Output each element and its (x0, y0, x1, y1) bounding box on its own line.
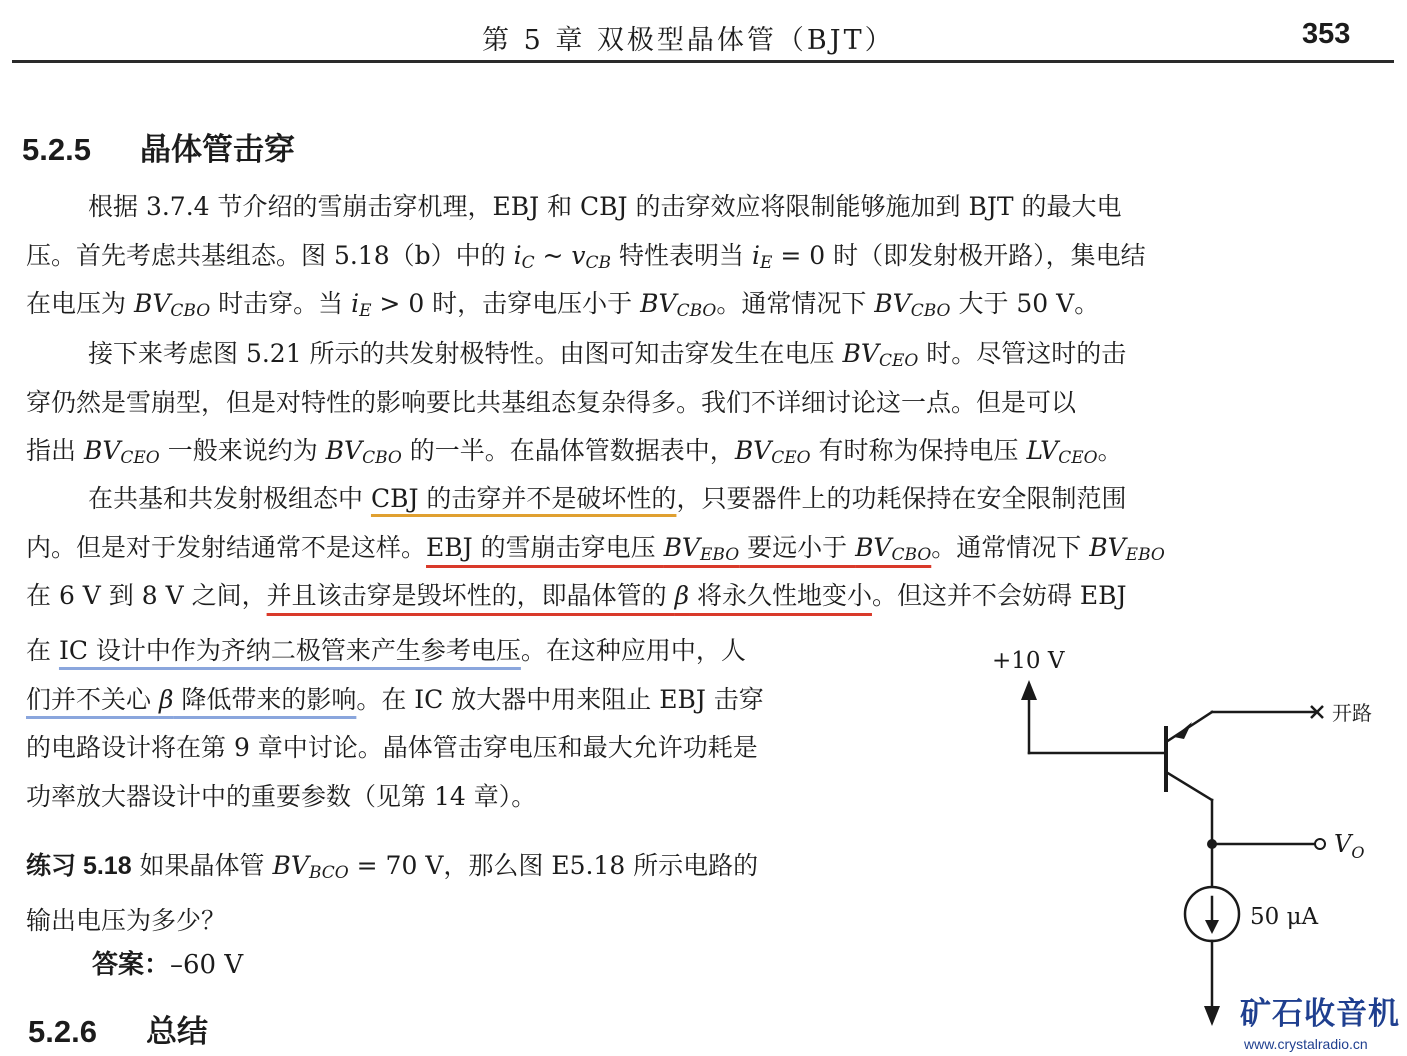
paragraph-3 (26, 475, 1390, 621)
output-terminal (1315, 839, 1325, 849)
answer-label: 答案： (92, 950, 171, 980)
section-title: 晶体管击穿 (140, 132, 295, 168)
paragraph-line: 在共基和共发射极组态中 CBJ 的击穿并不是破坏性的，只要器件上的功耗保持在安全限制范围 (88, 484, 1127, 513)
section-number: 5.2.5 (22, 132, 91, 167)
paragraph-line: 在 IC 设计中作为齐纳二极管来产生参考电压。在这种应用中，人 (26, 636, 746, 665)
highlight-blue: 们并不关心 β 降低带来的影响 (26, 684, 357, 714)
watermark-logo: 矿石收音机 (1240, 996, 1400, 1032)
page-number: 353 (1302, 18, 1351, 50)
paragraph-line: 的电路设计将在第 9 章中讨论。晶体管击穿电压和最大允许功耗是 (26, 733, 758, 762)
paragraph-3-continued (26, 627, 946, 821)
current-label: 50 μA (1250, 904, 1319, 930)
supply-arrow (1021, 680, 1037, 700)
open-label: 开路 (1332, 701, 1372, 725)
junction-dot (1207, 839, 1217, 849)
highlight-orange: CBJ 的击穿并不是破坏性的 (370, 484, 677, 513)
exercise-line: 练习 5.18 如果晶体管 $BV_{BCO} = 70$ V，那么图 E5.18 所示电路的 (26, 851, 759, 883)
exercise-label: 练习 5.18 (26, 852, 132, 880)
section-title: 总结 (146, 1014, 208, 1050)
section-number: 5.2.6 (28, 1014, 97, 1049)
exercise-answer (92, 944, 243, 981)
exercise-5-18 (26, 842, 956, 945)
supply-label: +10 V (992, 648, 1065, 674)
paragraph-line: 在电压为 $BV_{CBO}$ 时击穿。当 $i_E > 0$ 时，击穿电压小于 $BV_{CBO}$。通常情况下 $BV_{CBO}$ 大于 50 V。 (26, 289, 1100, 321)
paragraph-line: 内。但是对于发射结通常不是这样。EBJ 的雪崩击穿电压 $BV_{EBO}$ 要远小于 $BV_{CBO}$。通常情况下 $BV_{EBO}$ (26, 532, 1165, 565)
section-heading-526 (28, 1006, 208, 1051)
paragraph-line: 功率放大器设计中的重要参数（见第 14 章）。 (26, 781, 537, 811)
paragraph-line: 在 6 V 到 8 V 之间，并且该击穿是毁坏性的，即晶体管的 β 将永久性地变小。但这并不会妨碍 EBJ (26, 581, 1127, 610)
header-rule (12, 60, 1394, 63)
paragraph-1 (26, 183, 1390, 329)
section-heading-525 (22, 124, 295, 169)
paragraph-line: 压。首先考虑共基组态。图 5.18（b）中的 $i_C$ ~ $v_{CB}$ 特性表明当 $i_E = 0$ 时（即发射极开路），集电结 (26, 240, 1146, 273)
bottom-arrow (1204, 1006, 1220, 1026)
paragraph-line: 接下来考虑图 5.21 所示的共发射极特性。由图可知击穿发生在电压 $BV_{CEO}$ 时。尽管这时的击 (88, 339, 1127, 371)
current-arrowhead (1205, 920, 1219, 934)
highlight-red: 并且该击穿是毁坏性的，即晶体管的 β 将永久性地变小 (266, 581, 872, 610)
highlight-blue: IC 设计中作为齐纳二极管来产生参考电压 (58, 636, 521, 665)
paragraph-line: 指出 $BV_{CEO}$ 一般来说约为 $BV_{CBO}$ 的一半。在晶体管数据表中，$BV_{CEO}$ 有时称为保持电压 $LV_{CEO}$。 (26, 436, 1123, 468)
paragraph-2 (26, 330, 1390, 476)
exercise-line: 输出电压为多少？ (26, 906, 227, 935)
highlight-red: EBJ 的雪崩击穿电压 $BV_{EBO}$ 要远小于 $BV_{CBO}$ (426, 532, 932, 565)
watermark-url: www.crystalradio.cn (1244, 1036, 1368, 1052)
paragraph-line: 们并不关心 β 降低带来的影响。在 IC 放大器中用来阻止 EBJ 击穿 (26, 684, 764, 714)
chapter-header: 第 5 章 双极型晶体管（BJT） (482, 25, 895, 56)
paragraph-line: 根据 3.7.4 节介绍的雪崩击穿机理，EBJ 和 CBJ 的击穿效应将限制能够施加到 BJT 的最大电 (88, 192, 1122, 221)
output-label: $V_O$ (1334, 830, 1365, 862)
answer-value: –60 V (170, 950, 244, 980)
paragraph-line: 穿仍然是雪崩型，但是对特性的影响要比共基组态复杂得多。我们不详细讨论这一点。但是可以 (26, 387, 1077, 417)
emitter-arrowhead (1174, 722, 1192, 739)
collector-lead (1166, 772, 1212, 800)
